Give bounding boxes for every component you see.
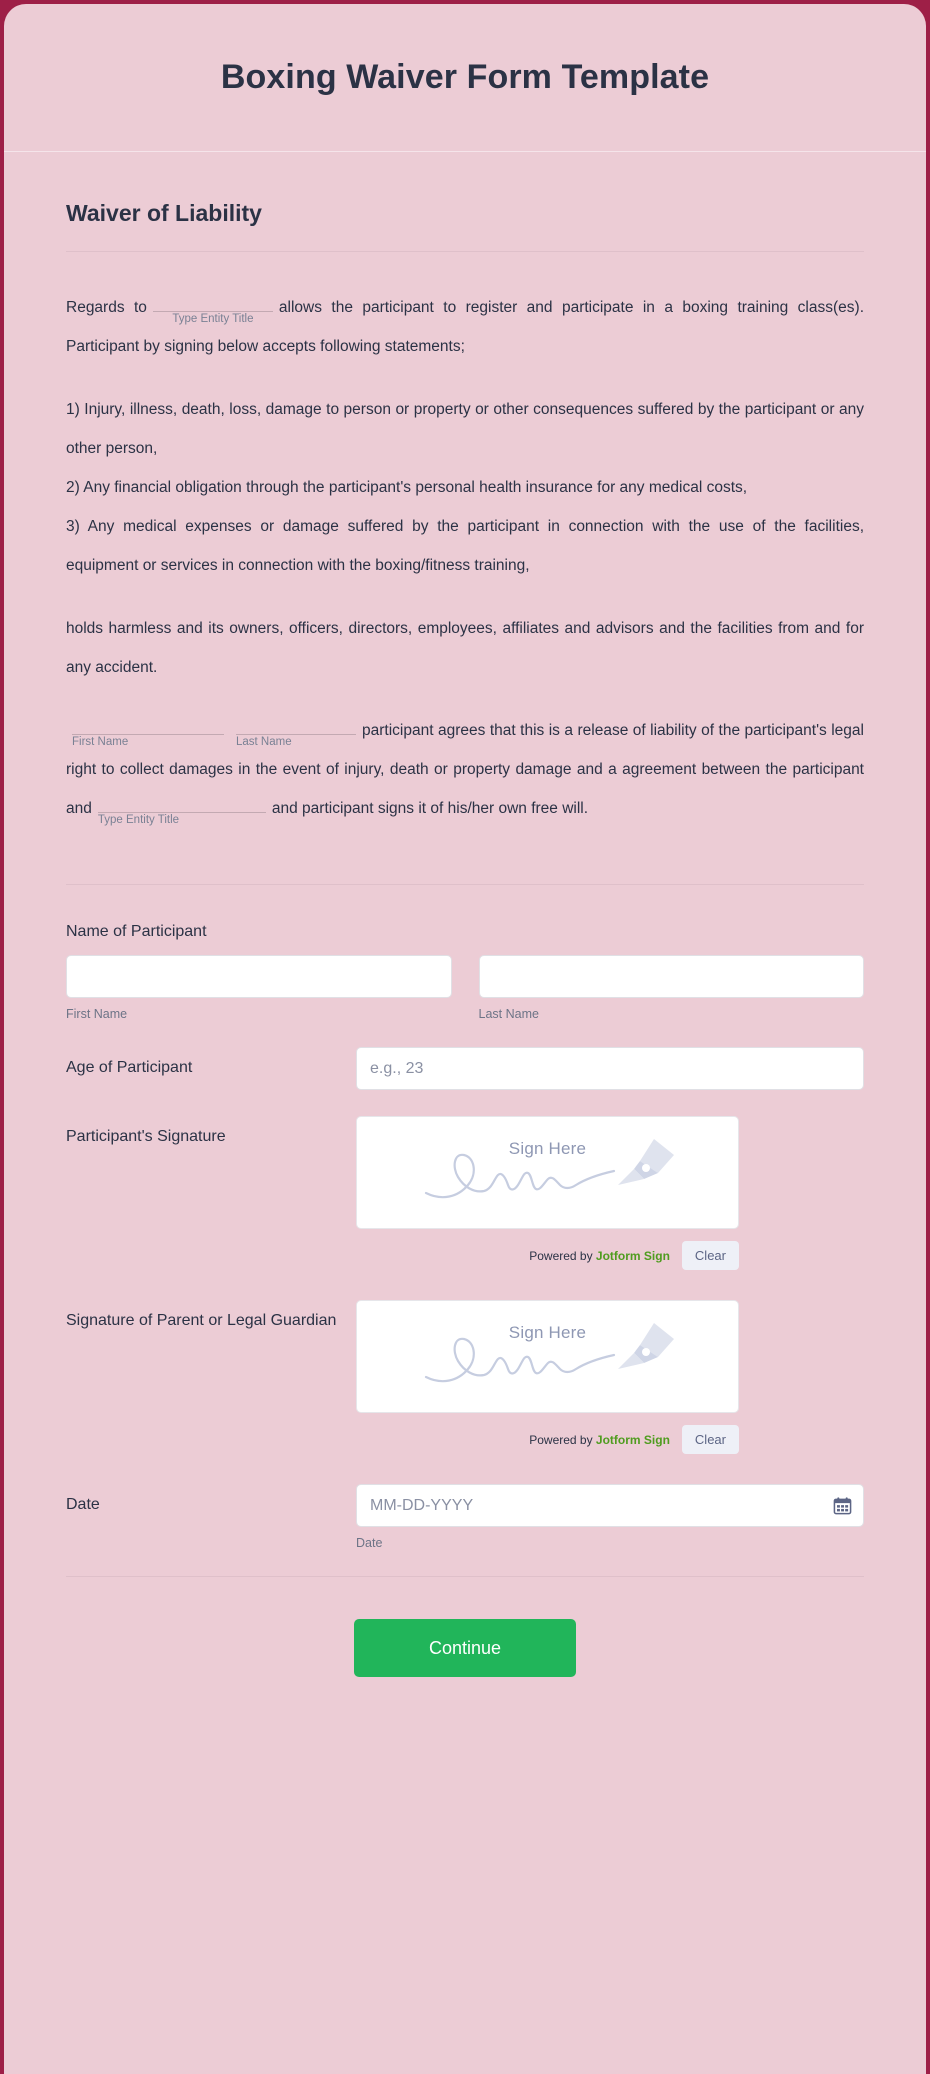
guardian-powered-by <box>529 1433 670 1447</box>
fields-section <box>66 885 864 1550</box>
pen-nib-icon <box>618 1139 674 1185</box>
jotform-sign-brand: Jotform Sign <box>595 1432 670 1447</box>
form-body <box>4 152 926 1677</box>
participant-signature-pad[interactable] <box>356 1116 739 1229</box>
inline-last-name-field[interactable] <box>236 715 356 748</box>
guardian-signature-label: Signature of Parent or Legal Guardian <box>66 1312 337 1329</box>
participant-signature-label: Participant's Signature <box>66 1128 226 1145</box>
field-date <box>66 1484 864 1550</box>
field-age-of-participant <box>66 1047 864 1090</box>
name-of-participant-label: Name of Participant <box>66 923 207 940</box>
last-name-input[interactable] <box>479 955 865 998</box>
guardian-signature-clear-button[interactable]: Clear <box>682 1425 739 1454</box>
form-card <box>4 4 926 2074</box>
inline-first-name-field[interactable] <box>72 715 224 748</box>
first-name-input[interactable] <box>66 955 452 998</box>
participant-powered-by <box>529 1249 670 1263</box>
inline-last-name-hint: Last Name <box>236 736 292 748</box>
waiver-paragraph-3 <box>66 711 864 828</box>
field-name-of-participant <box>66 923 864 1021</box>
guardian-powered-by-prefix: Powered by <box>529 1432 596 1447</box>
participant-sign-here-text: Sign Here <box>508 1139 587 1158</box>
date-label: Date <box>66 1496 100 1513</box>
waiver-p3-end: and participant signs it of his/her own free will. <box>271 800 589 817</box>
waiver-paragraph-2: holds harmless and its owners, officers, directors, employees, affiliates and advisors and the facilities from and for any accident. <box>66 620 864 676</box>
age-input[interactable] <box>356 1047 864 1090</box>
guardian-signature-pad[interactable] <box>356 1300 739 1413</box>
waiver-p3-mid: participant agrees that this is a release of liability of the participant's legal right to collect damages in the event of injury, death or property damage and a agreement between the participant and <box>66 722 864 817</box>
date-input[interactable] <box>356 1484 864 1527</box>
waiver-item-2: 2) Any financial obligation through the participant's personal health insurance for any medical costs, <box>66 479 748 496</box>
waiver-p1-after: allows the participant to register and participate in a boxing training class(es). Participant by signing below accepts following statements; <box>66 299 864 355</box>
first-name-column <box>66 955 452 1021</box>
guardian-sign-here-text: Sign Here <box>508 1323 587 1342</box>
inline-first-name-hint: First Name <box>72 736 129 748</box>
inline-entity-title-field-1[interactable] <box>153 292 273 325</box>
waiver-p1-before: Regards to <box>66 299 147 316</box>
waiver-item-3: 3) Any medical expenses or damage suffered by the participant in connection with the use of the facilities, equipment or services in connection with the boxing/fitness training, <box>66 518 864 574</box>
participant-signature-footer <box>356 1241 739 1270</box>
inline-entity-title-hint-1: Type Entity Title <box>172 313 254 325</box>
page-title: Boxing Waiver Form Template <box>220 58 710 96</box>
age-of-participant-label: Age of Participant <box>66 1059 193 1076</box>
continue-button[interactable]: Continue <box>354 1619 576 1677</box>
form-header <box>4 4 926 152</box>
waiver-paragraph-1 <box>66 288 864 366</box>
date-sublabel: Date <box>356 1536 383 1550</box>
guardian-signature-footer <box>356 1425 739 1454</box>
pen-nib-icon <box>618 1323 674 1369</box>
waiver-text-block <box>66 288 864 828</box>
form-footer <box>66 1576 864 1677</box>
participant-signature-clear-button[interactable]: Clear <box>682 1241 739 1270</box>
inline-entity-title-hint-2: Type Entity Title <box>97 814 180 826</box>
field-guardian-signature <box>66 1300 864 1454</box>
last-name-column <box>479 955 865 1021</box>
section-heading: Waiver of Liability <box>66 200 262 226</box>
participant-powered-by-prefix: Powered by <box>529 1248 596 1263</box>
jotform-sign-brand: Jotform Sign <box>595 1248 670 1263</box>
waiver-item-1: 1) Injury, illness, death, loss, damage to person or property or other consequences suffered by the participant or any other person, <box>66 401 864 457</box>
first-name-sublabel: First Name <box>66 1007 128 1021</box>
last-name-sublabel: Last Name <box>478 1007 539 1021</box>
inline-entity-title-field-2[interactable] <box>97 793 266 826</box>
section-divider <box>66 251 864 252</box>
field-participant-signature <box>66 1116 864 1270</box>
calendar-icon[interactable] <box>833 1496 852 1515</box>
